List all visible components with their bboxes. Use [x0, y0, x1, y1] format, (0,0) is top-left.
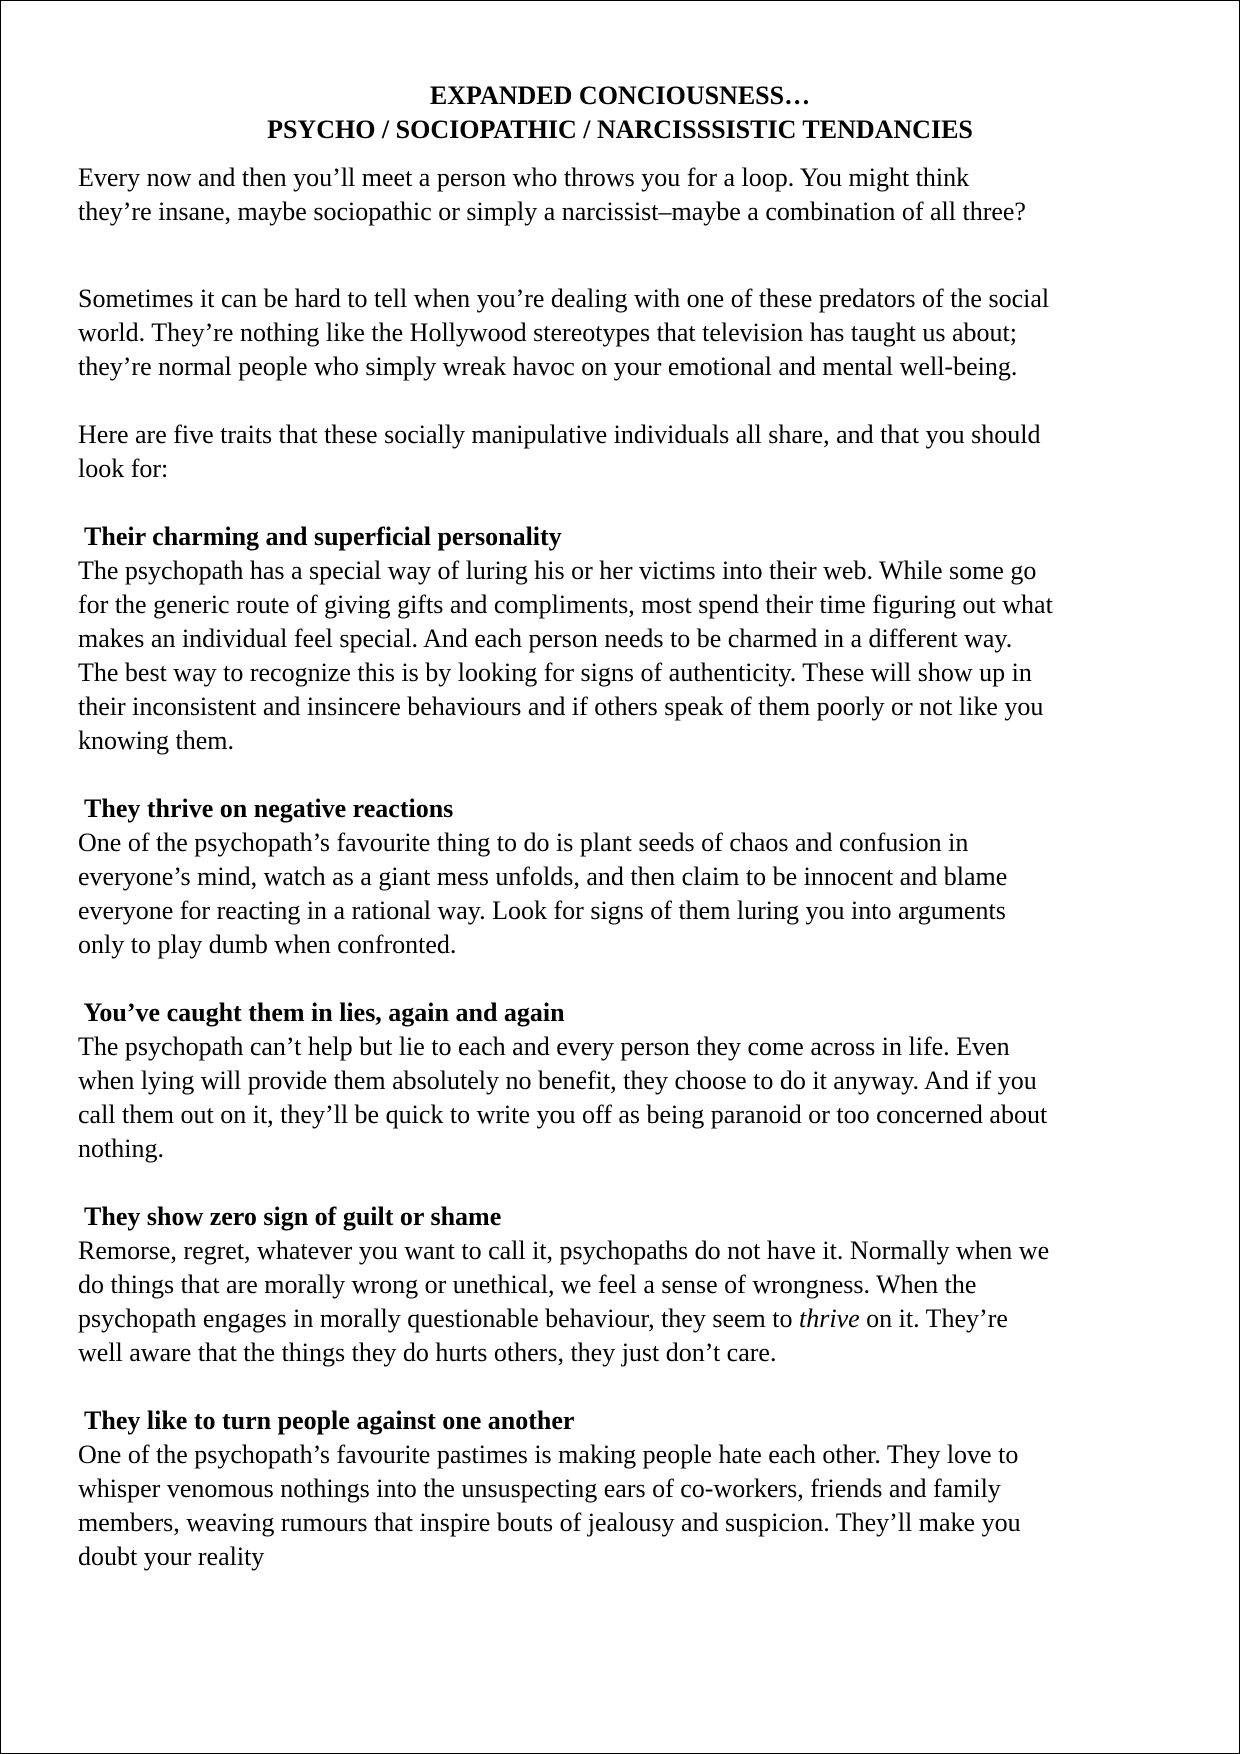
paragraph-line: they’re insane, maybe sociopathic or simply a narcissist–maybe a combination of all three?	[78, 197, 1026, 226]
paragraph-line: they’re normal people who simply wreak havoc on your emotional and mental well-being.	[78, 352, 1018, 381]
section-heading: They thrive on negative reactions	[78, 794, 454, 823]
trait-section-3	[78, 996, 1178, 1166]
paragraph-line: The best way to recognize this is by looking for signs of authenticity. These will show up in	[78, 658, 1032, 687]
section-heading: Their charming and superficial personality	[78, 522, 562, 551]
paragraph-line: nothing.	[78, 1134, 164, 1163]
trait-section-5	[78, 1404, 1178, 1574]
paragraph-line: The psychopath can’t help but lie to each and every person they come across in life. Even	[78, 1032, 1010, 1061]
paragraph-line: look for:	[78, 454, 169, 483]
section-heading: They show zero sign of guilt or shame	[78, 1202, 502, 1231]
paragraph-line: their inconsistent and insincere behaviours and if others speak of them poorly or not like you	[78, 692, 1044, 721]
paragraph-line: Here are five traits that these socially manipulative individuals all share, and that you should	[78, 420, 1041, 449]
document-title	[1, 79, 1239, 147]
line-text-after: on it. They’re	[859, 1304, 1008, 1333]
paragraph-line: everyone’s mind, watch as a giant mess unfolds, and then claim to be innocent and blame	[78, 862, 1008, 891]
intro-paragraph-1	[78, 161, 1178, 229]
emphasized-word: thrive	[799, 1304, 860, 1333]
paragraph-line-with-emphasis	[78, 1302, 1178, 1336]
intro-paragraph-2	[78, 282, 1178, 384]
intro-paragraph-3	[78, 418, 1178, 486]
paragraph-line: for the generic route of giving gifts and compliments, most spend their time figuring out what	[78, 590, 1053, 619]
trait-section-2	[78, 792, 1178, 962]
title-line-1: EXPANDED CONCIOUSNESS…	[429, 81, 811, 110]
paragraph-line: whisper venomous nothings into the unsuspecting ears of co-workers, friends and family	[78, 1474, 1001, 1503]
paragraph-line: well aware that the things they do hurts others, they just don’t care.	[78, 1338, 777, 1367]
trait-section-4	[78, 1200, 1178, 1370]
paragraph-line: members, weaving rumours that inspire bouts of jealousy and suspicion. They’ll make you	[78, 1508, 1021, 1537]
paragraph-line: Remorse, regret, whatever you want to call it, psychopaths do not have it. Normally when we	[78, 1236, 1050, 1265]
paragraph-line: world. They’re nothing like the Hollywood stereotypes that television has taught us about;	[78, 318, 1017, 347]
paragraph-line: knowing them.	[78, 726, 234, 755]
paragraph-line: when lying will provide them absolutely no benefit, they choose to do it anyway. And if you	[78, 1066, 1037, 1095]
line-text-before: psychopath engages in morally questionable behaviour, they seem to	[78, 1304, 799, 1333]
paragraph-line: Sometimes it can be hard to tell when you’re dealing with one of these predators of the social	[78, 284, 1050, 313]
section-heading: They like to turn people against one another	[78, 1406, 575, 1435]
paragraph-line: One of the psychopath’s favourite thing to do is plant seeds of chaos and confusion in	[78, 828, 969, 857]
paragraph-line: Every now and then you’ll meet a person who throws you for a loop. You might think	[78, 163, 970, 192]
trait-section-1	[78, 520, 1178, 758]
paragraph-line: everyone for reacting in a rational way. Look for signs of them luring you into arguments	[78, 896, 1006, 925]
paragraph-line: only to play dumb when confronted.	[78, 930, 457, 959]
paragraph-line: do things that are morally wrong or unethical, we feel a sense of wrongness. When the	[78, 1270, 977, 1299]
paragraph-line: One of the psychopath’s favourite pastimes is making people hate each other. They love to	[78, 1440, 1019, 1469]
paragraph-line: makes an individual feel special. And each person needs to be charmed in a different way.	[78, 624, 1013, 653]
title-line-2: PSYCHO / SOCIOPATHIC / NARCISSSISTIC TENDANCIES	[267, 115, 973, 144]
paragraph-line: The psychopath has a special way of luring his or her victims into their web. While some go	[78, 556, 1037, 585]
paragraph-line: call them out on it, they’ll be quick to write you off as being paranoid or too concerned about	[78, 1100, 1048, 1129]
section-heading: You’ve caught them in lies, again and again	[78, 998, 565, 1027]
paragraph-line: doubt your reality	[78, 1542, 265, 1571]
